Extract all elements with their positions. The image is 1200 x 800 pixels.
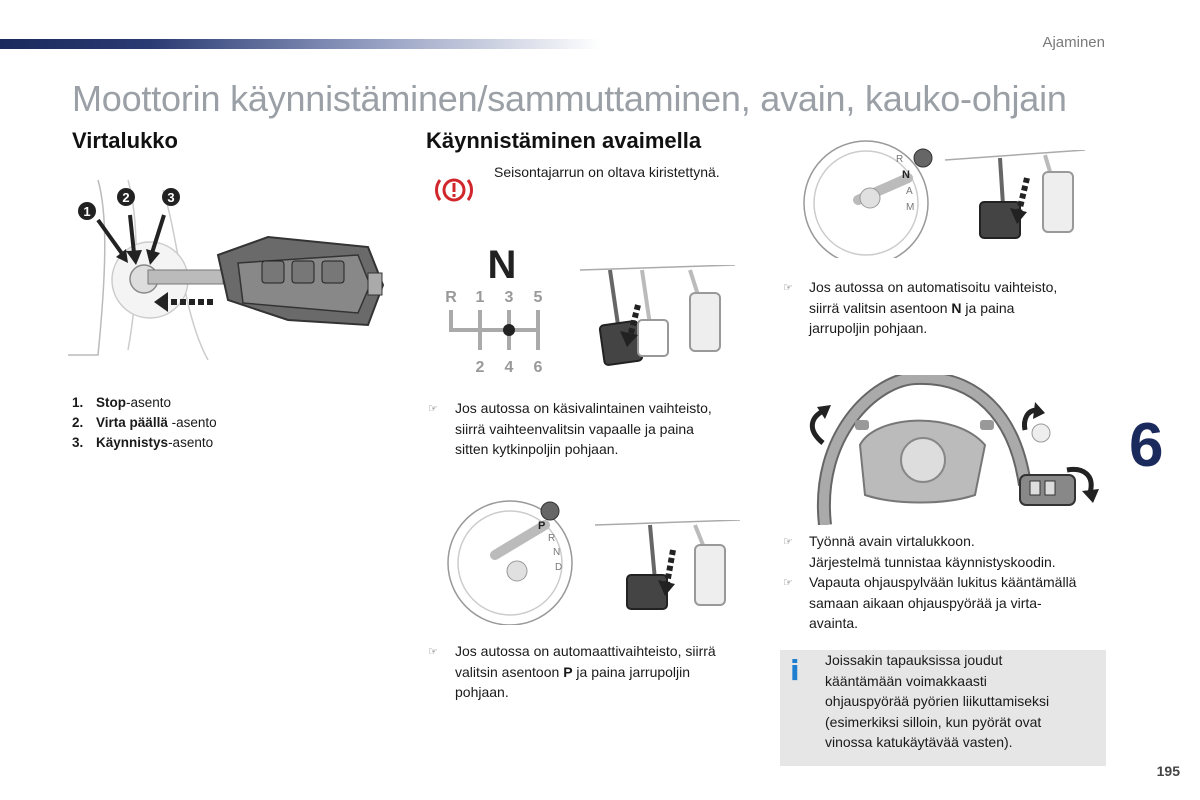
text-line: pohjaan. bbox=[455, 684, 509, 700]
gear-neutral-label: N bbox=[487, 243, 517, 287]
bullet-icon: ☞ bbox=[783, 536, 793, 548]
selector-label: D bbox=[555, 562, 563, 573]
automated-pedals-illustration bbox=[945, 150, 1085, 245]
info-text bbox=[825, 650, 1105, 753]
manual-pedals-illustration bbox=[580, 265, 735, 375]
bullet-icon: ☞ bbox=[428, 646, 438, 658]
text-bold: N bbox=[951, 299, 962, 316]
text-segment: siirrä valitsin asentoon bbox=[809, 299, 952, 316]
page-number: 195 bbox=[1156, 763, 1180, 779]
callout-2: 2 bbox=[122, 190, 130, 205]
text-line: Jos autossa on käsivalintainen vaihteisto, bbox=[455, 400, 712, 416]
automatic-gearbox-text bbox=[455, 641, 716, 703]
callout-1: 1 bbox=[83, 204, 91, 219]
gear-label: 1 bbox=[475, 289, 485, 306]
text-line: Järjestelmä tunnistaa käynnistyskoodin. bbox=[809, 553, 1056, 570]
parking-brake-warning-icon bbox=[434, 172, 474, 208]
gear-label: 3 bbox=[504, 289, 514, 306]
text-line: sitten kytkinpoljin pohjaan. bbox=[455, 441, 619, 457]
list-item bbox=[72, 413, 217, 434]
list-rest: -asento bbox=[167, 415, 217, 430]
text-line: Työnnä avain virtalukkoon. bbox=[809, 533, 975, 549]
list-item bbox=[72, 393, 171, 414]
list-bold: Virta päällä bbox=[96, 415, 168, 430]
text-segment: ja paina jarrupoljin bbox=[572, 663, 691, 680]
steering-wheel-illustration bbox=[805, 375, 1105, 525]
text-line: (esimerkiksi silloin, kun pyörät ovat bbox=[825, 713, 1042, 730]
selector-label: P bbox=[538, 520, 546, 532]
header-gradient-bar bbox=[0, 39, 600, 49]
list-rest: -asento bbox=[126, 395, 172, 410]
text-line: Jos autossa on automatisoitu vaihteisto, bbox=[809, 279, 1058, 295]
list-number: 2. bbox=[72, 415, 84, 430]
ignition-key-illustration bbox=[68, 175, 398, 365]
chapter-number: 6 bbox=[1129, 411, 1164, 480]
text-line bbox=[809, 298, 1057, 319]
text-line: avainta. bbox=[809, 615, 859, 631]
selector-label: M bbox=[906, 202, 915, 213]
manual-gear-diagram bbox=[440, 240, 580, 380]
release-steering-text bbox=[809, 572, 1076, 634]
bullet-icon: ☞ bbox=[783, 282, 793, 294]
text-line: jarrupoljin pohjaan. bbox=[809, 320, 928, 336]
gear-label: 4 bbox=[504, 359, 514, 376]
section-name: Ajaminen bbox=[1042, 34, 1105, 51]
text-line: Joissakin tapauksissa joudut bbox=[825, 652, 1003, 668]
heading-kaynnistaminen: Käynnistäminen avaimella bbox=[426, 128, 702, 153]
insert-key-text bbox=[809, 531, 1056, 572]
text-segment: valitsin asentoon bbox=[455, 663, 564, 680]
gear-label: 6 bbox=[533, 359, 543, 376]
text-line: Vapauta ohjauspylvään lukitus kääntämällä bbox=[809, 574, 1077, 590]
text-line: ohjauspyörää pyörien liikuttamiseksi bbox=[825, 693, 1050, 709]
callout-3: 3 bbox=[167, 190, 175, 205]
manual-gearbox-text bbox=[455, 398, 712, 460]
list-bold: Käynnistys bbox=[96, 435, 169, 450]
gear-label: R bbox=[445, 289, 457, 306]
gear-label: 5 bbox=[533, 289, 543, 306]
bullet-icon: ☞ bbox=[783, 577, 793, 589]
selector-label: N bbox=[902, 169, 910, 181]
info-box bbox=[780, 650, 1106, 766]
text-bold: P bbox=[563, 663, 573, 680]
text-line: Jos autossa on automaattivaihteisto, siirrä bbox=[455, 643, 716, 659]
automatic-selector-illustration bbox=[445, 495, 585, 625]
automated-gearbox-text bbox=[809, 277, 1057, 339]
selector-label: A bbox=[906, 186, 913, 197]
brake-note: Seisontajarrun on oltava kiristettynä. bbox=[494, 164, 720, 180]
text-line: kääntämään voimakkaasti bbox=[825, 672, 987, 689]
text-line: samaan aikaan ohjauspyörää ja virta- bbox=[809, 594, 1042, 611]
automated-selector-illustration bbox=[798, 138, 938, 258]
text-line bbox=[455, 662, 716, 683]
list-number: 1. bbox=[72, 395, 84, 410]
selector-label: R bbox=[896, 154, 904, 165]
text-line: siirrä vaihteenvalitsin vapaalle ja paina bbox=[455, 420, 694, 437]
automatic-pedals-illustration bbox=[595, 520, 740, 615]
list-bold: Stop bbox=[96, 395, 127, 410]
text-line: vinossa katukäytävää vasten). bbox=[825, 734, 1013, 750]
bullet-icon: ☞ bbox=[428, 403, 438, 415]
list-rest: -asento bbox=[168, 435, 214, 450]
page-title: Moottorin käynnistäminen/sammuttaminen, avain, kauko-ohjain bbox=[72, 78, 1067, 119]
selector-label: R bbox=[548, 533, 556, 544]
gear-label: 2 bbox=[475, 359, 485, 376]
heading-virtalukko: Virtalukko bbox=[72, 128, 178, 153]
list-number: 3. bbox=[72, 435, 84, 450]
info-icon: i bbox=[790, 654, 800, 687]
selector-label: N bbox=[553, 547, 561, 558]
list-item bbox=[72, 433, 213, 454]
text-segment: ja paina bbox=[961, 299, 1015, 316]
